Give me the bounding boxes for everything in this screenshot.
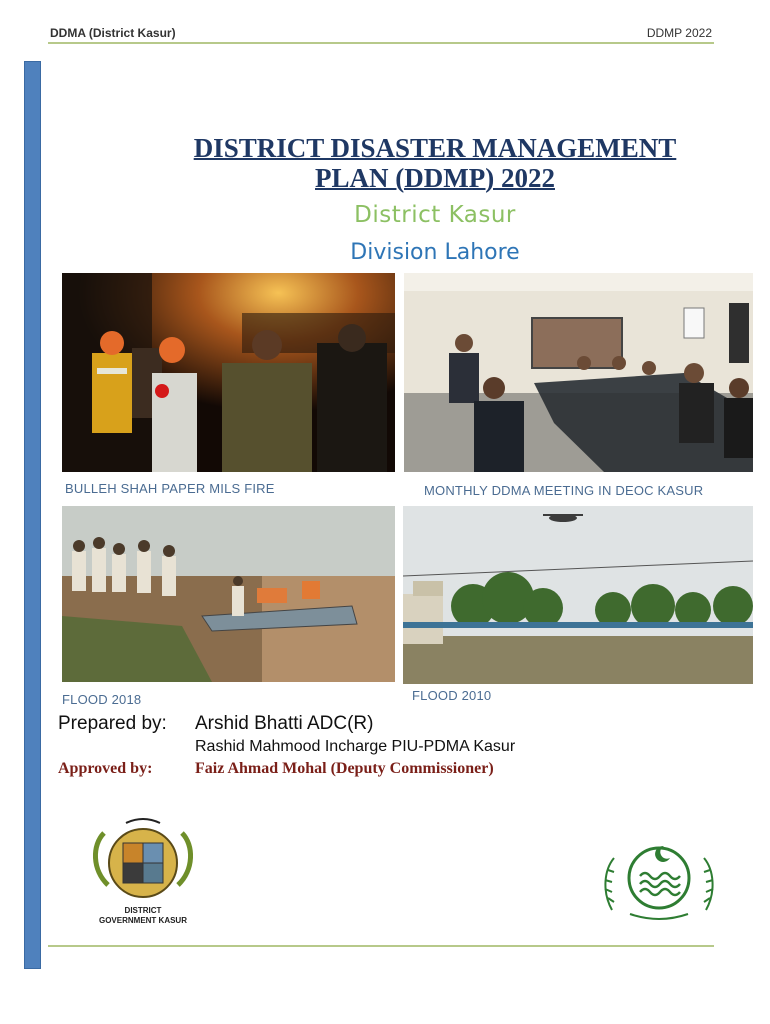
prepared-by-name-1: Arshid Bhatti ADC(R) [195,713,374,734]
logo-text-government: GOVERNMENT KASUR [98,916,187,925]
photo-meeting [404,273,753,472]
flood-2018-image [62,506,395,682]
photo-caption-meeting: MONTHLY DDMA MEETING IN DEOC KASUR [424,483,704,498]
photo-fire [62,273,395,472]
header-left-text: DDMA (District Kasur) [50,26,176,40]
meeting-scene-image [404,273,753,472]
title-line-2: PLAN (DDMP) 2022 [315,163,555,193]
approved-by-label: Approved by: [58,760,153,777]
side-accent-bar [24,61,41,969]
punjab-emblem-icon [600,832,718,924]
flood-2010-image [403,506,753,684]
photo-flood-2018 [62,506,395,682]
logo-text-district: DISTRICT [124,906,162,915]
approved-by-name: Faiz Ahmad Mohal (Deputy Commissioner) [195,760,494,777]
fire-scene-image [62,273,395,472]
prepared-by-label: Prepared by: [58,713,167,734]
footer-divider [48,945,714,947]
punjab-government-logo [600,832,718,924]
subtitle-district: District Kasur [354,202,516,228]
subtitle-division: Division Lahore [350,240,520,265]
photo-caption-flood-2018: FLOOD 2018 [62,692,142,707]
prepared-by-name-2: Rashid Mahmood Incharge PIU-PDMA Kasur [195,738,516,755]
header-right-text: DDMP 2022 [646,26,712,40]
district-government-logo [90,815,196,910]
header-divider [48,42,714,44]
photo-caption-flood-2010: FLOOD 2010 [412,688,492,703]
photo-caption-fire: BULLEH SHAH PAPER MILS FIRE [65,481,275,496]
district-emblem-icon [90,815,196,910]
title-line-1: DISTRICT DISASTER MANAGEMENT [193,133,677,163]
photo-flood-2010 [403,506,753,684]
document-title [130,133,740,193]
